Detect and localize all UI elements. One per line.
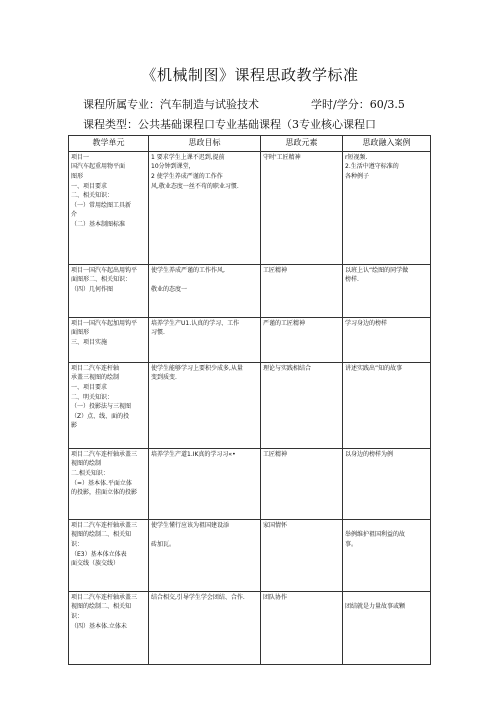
cell-line: （二）基本制图标准 — [71, 220, 126, 228]
cell-case — [343, 591, 431, 664]
cell-line: （一）常用绘图工具新 — [71, 201, 132, 209]
cell-case — [343, 519, 431, 591]
cell-line: 一、项目要求 — [71, 383, 108, 391]
course-major: 课程所属专业：汽车制造与试验技术 — [83, 98, 259, 111]
cell-line: 面交线（族交线） — [71, 560, 120, 568]
cell-line: 培养学生产U1.认真的学习、工作 — [151, 319, 240, 327]
cell-line: 工匠精神 — [263, 450, 288, 458]
table-header-row — [69, 136, 431, 152]
cell-line: 风,敬业态度一丝不苟的职业习惯. — [151, 182, 239, 190]
cell-line: 家国情怀 — [263, 521, 288, 529]
cell-element — [261, 264, 343, 317]
cell-case — [343, 362, 431, 448]
cell-element — [261, 448, 343, 519]
cell-unit — [69, 362, 149, 448]
cell-unit — [69, 264, 149, 317]
cell-line — [345, 521, 428, 531]
cell-line — [345, 593, 428, 603]
cell-line: 学习身边的榜样 — [345, 319, 388, 327]
cell-line: 使学生懂行应该为祖国建设添 — [151, 521, 230, 529]
cell-line: 守时'工匠精神 — [263, 153, 301, 161]
cell-line: 的投影，挂面立体的投影 — [71, 489, 138, 497]
cell-line: 识： — [71, 540, 84, 548]
cell-element — [261, 362, 343, 448]
cell-unit — [69, 519, 149, 591]
cell-goal — [149, 151, 261, 264]
cell-line: 严谨的工匠精神 — [263, 319, 306, 327]
table-row — [69, 317, 431, 362]
cell-line: 影 — [71, 422, 78, 430]
cell-line: 2 使学生养成严谨的工作作 — [151, 172, 223, 180]
cell-line — [151, 275, 258, 285]
header-element: 思政元素 — [261, 136, 343, 152]
cell-line: 三、项目实施 — [71, 338, 108, 346]
cell-line: 变到质变. — [151, 374, 177, 382]
cell-line: r短视频. — [345, 153, 368, 161]
cell-goal — [149, 448, 261, 519]
cell-line: 二.相关知识： — [71, 469, 109, 477]
cell-line: 介 — [71, 211, 78, 219]
cell-line: 二、明关知识： — [71, 393, 114, 401]
cell-line: 面图形 — [71, 329, 90, 337]
cell-line: 项目二汽车连杆轴承盖三 — [71, 593, 138, 601]
standards-table — [68, 135, 431, 665]
cell-line: 1 要求学生上课不迟到,提前 — [151, 153, 225, 161]
cell-line: （四）几何作图 — [71, 285, 114, 293]
cell-goal — [149, 317, 261, 362]
cell-line: 一、项目要求 — [71, 182, 108, 190]
cell-line: 视图的绘制二、相关知 — [71, 531, 132, 539]
cell-line: 以班上认“绘图的同学做 — [345, 266, 409, 274]
cell-unit — [69, 317, 149, 362]
cell-line: 视图的绘制二、相关知 — [71, 603, 132, 611]
cell-line: 砖加瓦。 — [151, 540, 176, 548]
cell-line: （四）基本体.立体未 — [71, 622, 127, 630]
cell-line: 以身边的榜样为例 — [345, 450, 394, 458]
cell-line: 事。 — [345, 540, 358, 548]
cell-line: （一）投影法与三视图 — [71, 403, 132, 411]
cell-line: 10分钟到课堂， — [151, 163, 195, 171]
cell-case — [343, 317, 431, 362]
cell-element — [261, 519, 343, 591]
page-title: 《机械制图》课程思政教学标准 — [141, 66, 359, 84]
cell-line: 二、相关知识： — [71, 192, 114, 200]
cell-unit — [69, 591, 149, 664]
table-row — [69, 519, 431, 591]
cell-line: 2.生活中遵守标准的 — [345, 163, 399, 171]
cell-line: 理论与实践相结合 — [263, 364, 312, 372]
cell-line: 团结就是力量故事或颗 — [345, 603, 406, 611]
cell-line: 面图形二、相关知识： — [71, 276, 132, 284]
table-row — [69, 264, 431, 317]
cell-unit — [69, 448, 149, 519]
table-row — [69, 448, 431, 519]
header-goal: 思政目标 — [149, 136, 261, 152]
cell-line: 承盖三视图的绘制 — [71, 374, 120, 382]
table-row — [69, 591, 431, 664]
cell-line: 识： — [71, 612, 84, 620]
cell-line: （=）基本体.平面立体 — [71, 479, 132, 487]
table-row — [69, 151, 431, 264]
cell-line: 结合相交,引导学生学会团结、合作. — [151, 593, 245, 601]
cell-goal — [149, 519, 261, 591]
cell-line: 使学生能够学习上要积少成多,从量 — [151, 364, 243, 372]
cell-case — [343, 264, 431, 317]
cell-line: 团队协作 — [263, 593, 288, 601]
cell-line: 各种例子 — [345, 172, 370, 180]
cell-goal — [149, 264, 261, 317]
cell-case — [343, 151, 431, 264]
header-unit: 教学单元 — [69, 136, 149, 152]
course-type: 课程类型：公共基础课程口专业基础课程（3专业核心课程口 — [83, 118, 376, 131]
cell-element — [261, 151, 343, 264]
cell-case — [343, 448, 431, 519]
cell-line: 国汽车起重用物平面 — [71, 163, 126, 171]
cell-line: 图形 — [71, 172, 84, 180]
course-hours: 学时/学分：60/3.5 — [311, 98, 405, 111]
cell-line: 工匠精神 — [263, 266, 288, 274]
cell-element — [261, 317, 343, 362]
cell-line: 榜样. — [345, 276, 359, 284]
cell-line: 项目二汽车连杆轴承盖三 — [71, 521, 138, 529]
cell-line: 项目一国汽车起加用钩平 — [71, 319, 138, 327]
cell-element — [261, 591, 343, 664]
cell-line: 敬业的态度一 — [151, 285, 188, 293]
cell-line: 使学生养成严谨的工作作风, — [151, 266, 225, 274]
cell-line: 培养学生产道1.IK真的学习习«• — [151, 450, 236, 458]
cell-line: 项目一国汽车起出用钩平 — [71, 266, 138, 274]
cell-line: 项目一 — [71, 153, 90, 161]
cell-line: 习惯. — [151, 329, 165, 337]
header-case: 思政融入案例 — [343, 136, 431, 152]
cell-line: （E3）基本体立体表 — [71, 550, 127, 558]
cell-line: 讲述实践出”知的故事 — [345, 364, 403, 372]
cell-line: 视图的绘制 — [71, 460, 102, 468]
cell-goal — [149, 362, 261, 448]
cell-line — [151, 530, 258, 540]
table-row — [69, 362, 431, 448]
cell-line: 举例维护祖国利益的故 — [345, 531, 406, 539]
cell-line: 项目二汽车连杆轴 — [71, 364, 120, 372]
cell-line: 项目二汽车连杆轴承盖三 — [71, 450, 138, 458]
cell-goal — [149, 591, 261, 664]
cell-line: （Z）点、线、面的投 — [71, 412, 130, 420]
cell-unit — [69, 151, 149, 264]
